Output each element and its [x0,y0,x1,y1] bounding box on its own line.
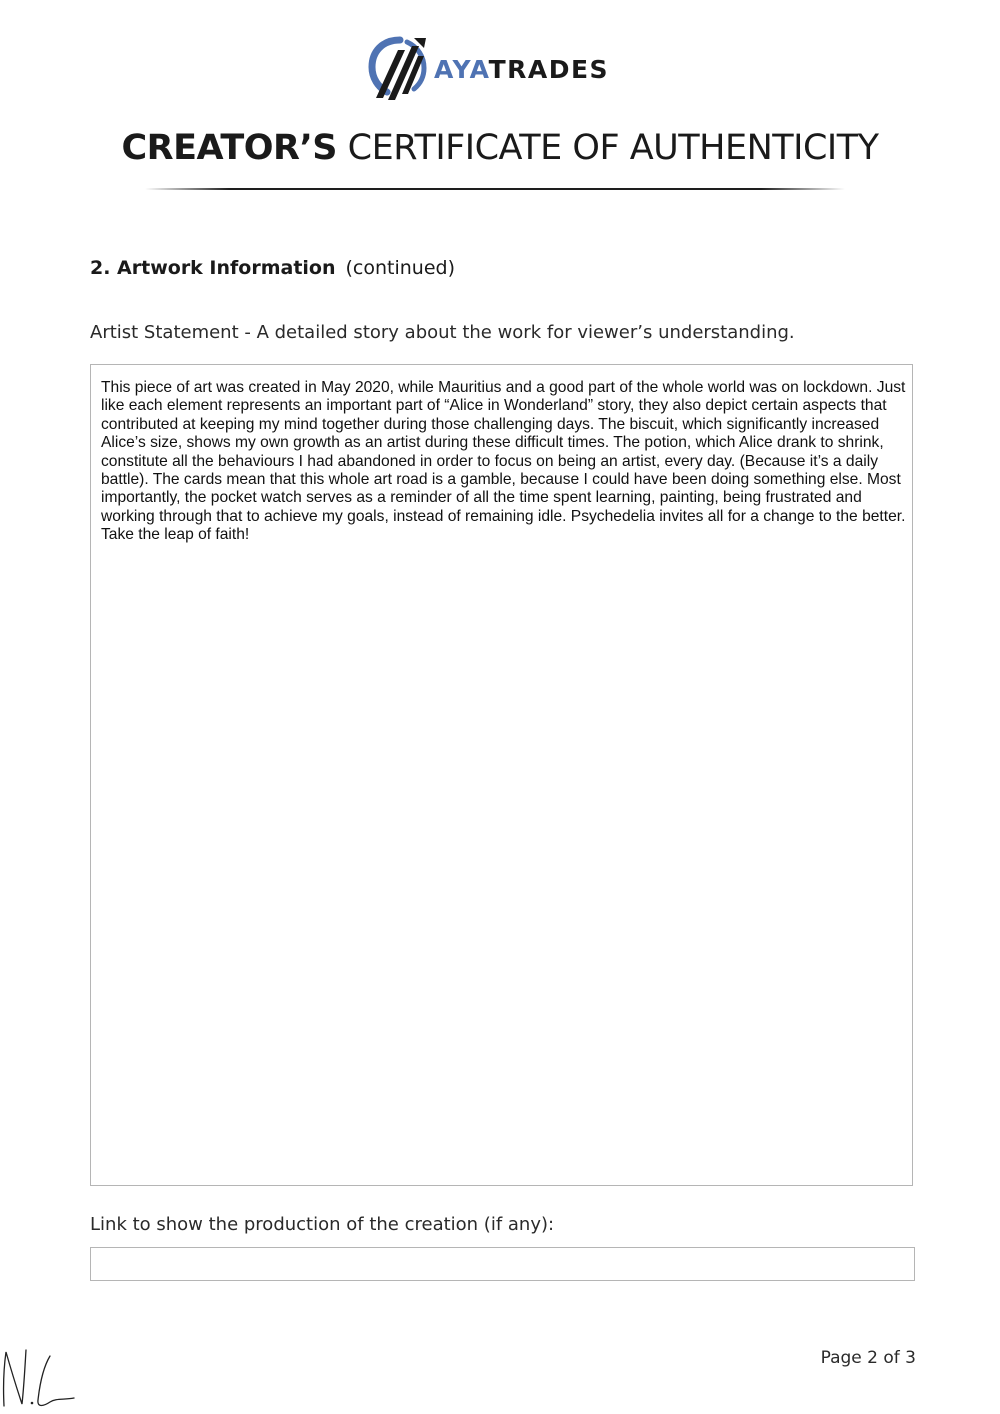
certificate-title-light: CERTIFICATE OF AUTHENTICITY [347,128,879,168]
production-link-label: Link to show the production of the creation (if any): [90,1214,555,1235]
artist-statement-label: Artist Statement - A detailed story about the work for viewer’s understanding. [90,322,795,343]
section-heading-continued: (continued) [345,257,456,279]
title-divider [145,188,845,190]
brand-name-trades: TRADES [488,54,610,84]
production-link-field[interactable] [90,1247,915,1281]
section-heading [90,257,455,279]
ayatrades-logo-icon [368,34,430,104]
artist-statement-field[interactable] [90,364,913,1186]
section-heading-title: 2. Artwork Information [90,257,336,279]
brand-wordmark [434,54,610,84]
certificate-title [0,128,1000,168]
brand-logo [368,34,609,104]
brand-name-aya: AYA [434,54,489,84]
artist-statement-text: This piece of art was created in May 2020, while Mauritius and a good part of the whole world was on lockdown. Just like each element represents an important part of “Alice in Wonderland” story, they also depict certain aspects that contributed at keeping my mind together during those challenging days. The biscuit, which significantly increased Alice’s size, shows my own growth as an artist during these difficult times. The potion, which Alice drank to shrink, constitute all the behaviours I had abandoned in order to focus on being an artist, every day. (Because it’s a daily battle). The cards mean that this whole art road is a gamble, because I could have been doing something else. Most importantly, the pocket watch serves as a reminder of all the time spent learning, painting, being frustrated and working through that to achieve my goals, instead of remaining idle. Psychedelia invites all for a change to the better. Take the leap of faith! [101,379,906,544]
page-number: Page 2 of 3 [820,1348,916,1368]
signature [0,1346,80,1410]
certificate-title-bold: CREATOR’S [121,128,337,168]
